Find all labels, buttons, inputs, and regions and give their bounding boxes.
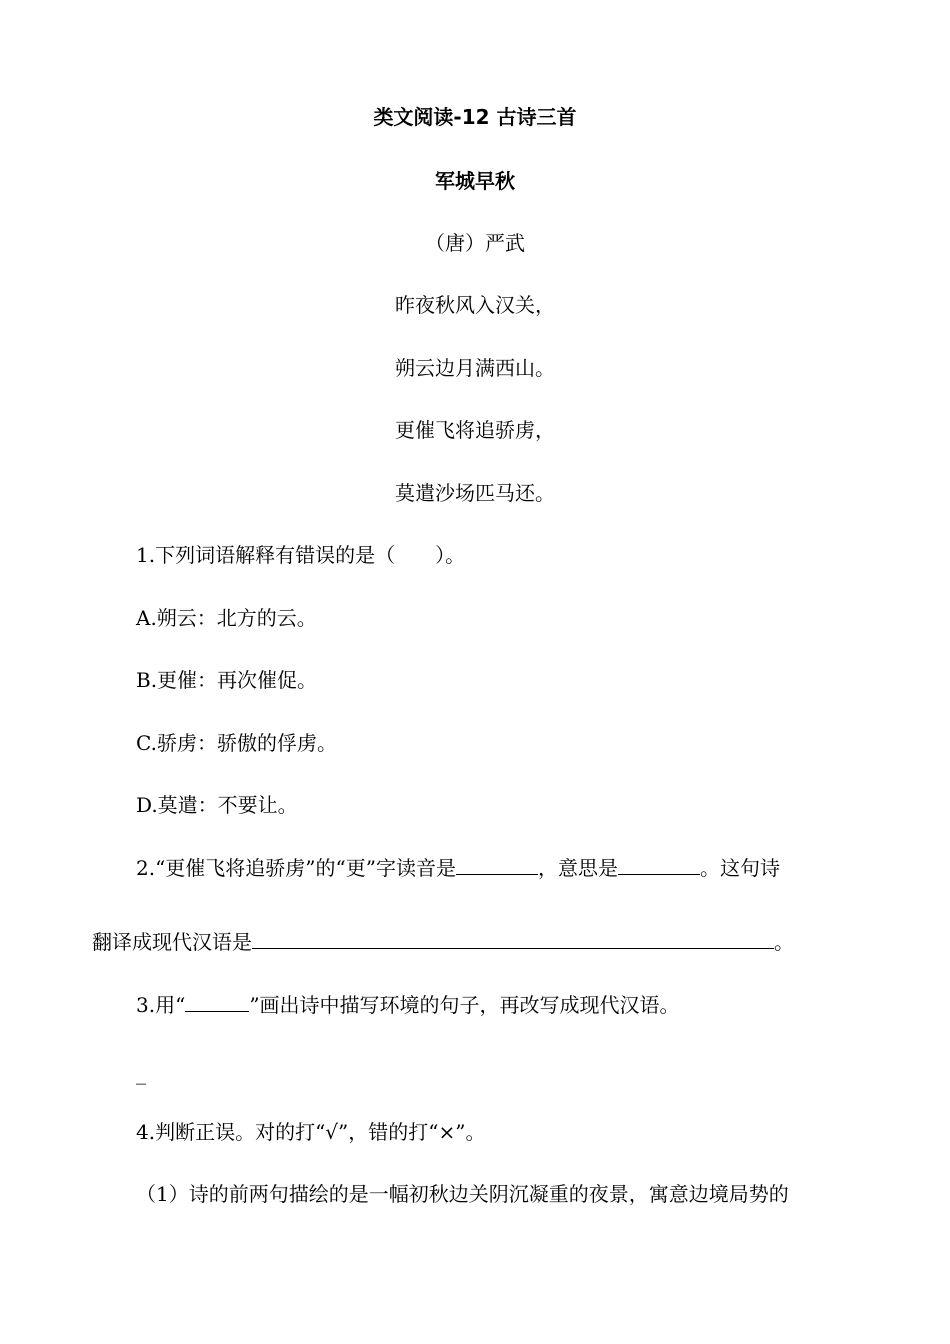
question-1-option-c: C.骄虏：骄傲的俘虏。 [136, 731, 337, 755]
page-title: 类文阅读-12 古诗三首 [373, 105, 577, 129]
question-1-option-d: D.莫遣：不要让。 [136, 793, 298, 817]
pronunciation-blank[interactable] [456, 854, 538, 875]
question-3 [136, 991, 680, 1019]
question-3-text: ”画出诗中描写环境的句子，再改写成现代汉语。 [249, 993, 680, 1017]
question-2-text: 翻译成现代汉语是 [92, 930, 252, 954]
question-3-text: 3.用“ [136, 993, 186, 1017]
poem-line: 昨夜秋风入汉关， [395, 293, 555, 317]
question-4-item-1: （1）诗的前两句描绘的是一幅初秋边关阴沉凝重的夜景，寓意边境局势的 [136, 1182, 789, 1206]
poem-author: （唐）严武 [425, 231, 525, 255]
question-2-line-2 [92, 928, 794, 956]
poem-line: 更催飞将追骄虏， [395, 418, 555, 442]
underline-sample [185, 991, 249, 1012]
question-2-text: 。这句诗 [699, 856, 780, 880]
question-3-answer-mark[interactable]: _ [136, 1061, 146, 1085]
question-1-option-a: A.朔云：北方的云。 [136, 606, 317, 630]
question-2-line-1 [136, 854, 780, 882]
question-4-stem: 4.判断正误。对的打“√”，错的打“×”。 [136, 1120, 486, 1144]
question-2-text: ，意思是 [537, 856, 618, 880]
poem-title: 军城早秋 [435, 169, 515, 193]
question-1-option-b: B.更催：再次催促。 [136, 668, 318, 692]
poem-line: 朔云边月满西山。 [395, 356, 555, 380]
poem-line: 莫遣沙场匹马还。 [395, 481, 555, 505]
translation-blank[interactable] [252, 928, 774, 949]
question-1-stem: 1.下列词语解释有错误的是（ ）。 [136, 543, 466, 567]
question-2-text: 。 [774, 930, 794, 954]
question-2-text: 2.“更催飞将追骄虏”的“更”字读音是 [136, 856, 456, 880]
meaning-blank[interactable] [618, 854, 700, 875]
